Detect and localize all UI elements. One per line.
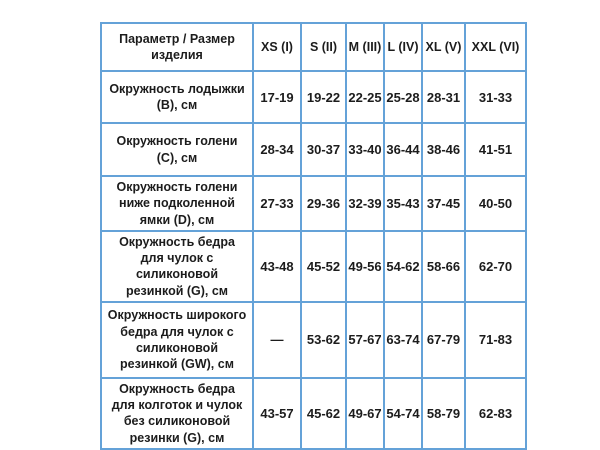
header-cell-parameter: Параметр / Размер изделия xyxy=(101,23,253,71)
value-cell: 17-19 xyxy=(253,71,301,123)
table-row-thigh-silicone xyxy=(101,231,526,302)
value-cell: 71-83 xyxy=(465,302,526,378)
table-row-wide-thigh-silicone xyxy=(101,302,526,378)
value-cell: 62-70 xyxy=(465,231,526,302)
value-cell: 58-79 xyxy=(422,378,465,449)
value-cell: 67-79 xyxy=(422,302,465,378)
header-cell-m: M (III) xyxy=(346,23,384,71)
value-cell: 54-62 xyxy=(384,231,422,302)
header-row xyxy=(101,23,526,71)
header-cell-xs: XS (I) xyxy=(253,23,301,71)
value-cell: 41-51 xyxy=(465,123,526,176)
value-cell: 28-34 xyxy=(253,123,301,176)
value-cell: 45-62 xyxy=(301,378,346,449)
value-cell: 57-67 xyxy=(346,302,384,378)
header-cell-l: L (IV) xyxy=(384,23,422,71)
row-label: Окружность бедра для колготок и чулок без силиконовой резинки (G), см xyxy=(101,378,253,449)
value-cell: 62-83 xyxy=(465,378,526,449)
table-row-ankle xyxy=(101,71,526,123)
value-cell: 63-74 xyxy=(384,302,422,378)
table-row-below-knee xyxy=(101,176,526,231)
value-cell: 36-44 xyxy=(384,123,422,176)
row-label: Окружность голени (C), см xyxy=(101,123,253,176)
value-cell: 35-43 xyxy=(384,176,422,231)
value-cell: 30-37 xyxy=(301,123,346,176)
value-cell: 33-40 xyxy=(346,123,384,176)
header-cell-s: S (II) xyxy=(301,23,346,71)
value-cell: 22-25 xyxy=(346,71,384,123)
value-cell: 53-62 xyxy=(301,302,346,378)
table-row-calf xyxy=(101,123,526,176)
value-cell: 43-48 xyxy=(253,231,301,302)
value-cell: 54-74 xyxy=(384,378,422,449)
value-cell: 31-33 xyxy=(465,71,526,123)
row-label: Окружность голени ниже подколенной ямки (D), см xyxy=(101,176,253,231)
header-cell-xxl: XXL (VI) xyxy=(465,23,526,71)
value-cell: 45-52 xyxy=(301,231,346,302)
row-label: Окружность широкого бедра для чулок с силиконовой резинкой (GW), см xyxy=(101,302,253,378)
value-cell: 37-45 xyxy=(422,176,465,231)
row-label: Окружность лодыжки (B), см xyxy=(101,71,253,123)
value-cell: 32-39 xyxy=(346,176,384,231)
value-cell: 28-31 xyxy=(422,71,465,123)
row-label: Окружность бедра для чулок с силиконовой резинкой (G), см xyxy=(101,231,253,302)
table-row-thigh-no-silicone xyxy=(101,378,526,449)
value-cell: — xyxy=(253,302,301,378)
value-cell: 43-57 xyxy=(253,378,301,449)
header-cell-xl: XL (V) xyxy=(422,23,465,71)
size-chart-table xyxy=(100,22,527,450)
value-cell: 58-66 xyxy=(422,231,465,302)
value-cell: 25-28 xyxy=(384,71,422,123)
value-cell: 27-33 xyxy=(253,176,301,231)
value-cell: 40-50 xyxy=(465,176,526,231)
value-cell: 49-67 xyxy=(346,378,384,449)
value-cell: 49-56 xyxy=(346,231,384,302)
value-cell: 19-22 xyxy=(301,71,346,123)
value-cell: 29-36 xyxy=(301,176,346,231)
value-cell: 38-46 xyxy=(422,123,465,176)
